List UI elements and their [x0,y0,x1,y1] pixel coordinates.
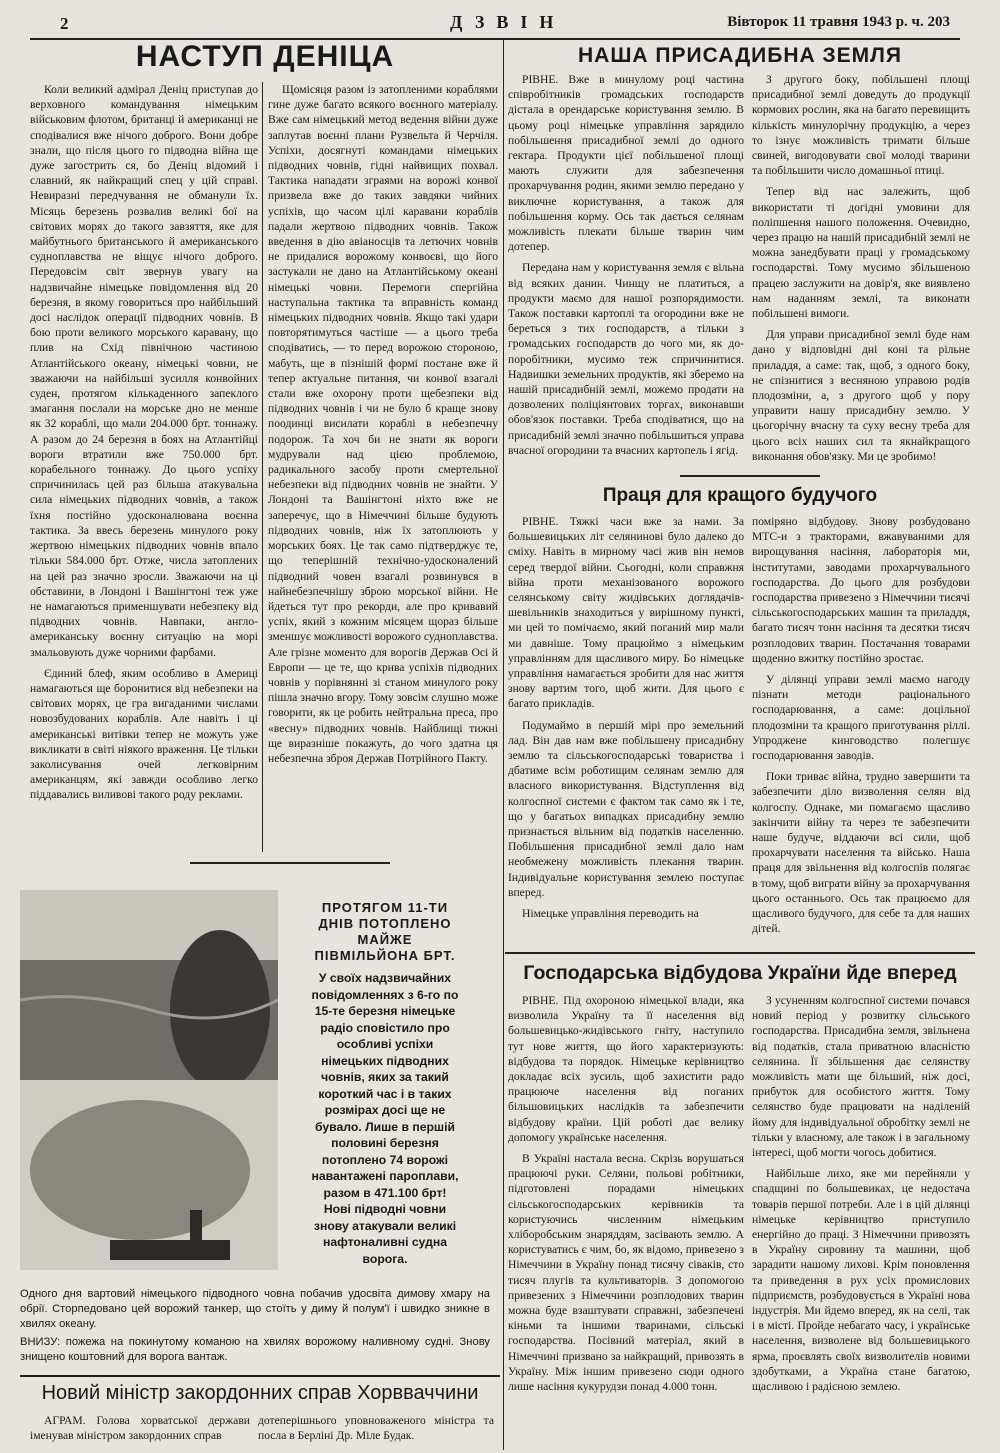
paragraph: Коли великий адмірал Деніц приступав до верховного командування німецьким військовим флотом, британці й американці не сподівалися вже нічого доброго. Вони добре знали, що після цього го підводна війна ще дуже загострить ся, бо Деніц відомий і славний, як найкращий спец у цій справі. Невиразні передчування не обманули їх. Місяць березень розвалив великі бої на світових морях до такого завзяття, яке для майбутнього британського й американського судноплавства не віщує нічого доброго. Передовсім світ звернув увагу на надзвичайне німецьке повідомлення від 20 березня, в якому говориться про найбільший досі наслідок операції підводних човнів. В бою проти великого морського каравану, що плив на Схід північною частиною Атлантійського океану, німецькі човни, не зважаючи на найбільші зусилля конвойних суден, протягом кількаденного запеклого змагання послали на морське дно не менше як 32 кораблі, що мали 204.000 брт. тоннажу. А разом до 24 березня в боях на Атлантійці вороги втратили вже 750.000 брт. корабельного тоннажу. До цього успіху спричинилась цей раз більша атакувальна сила німецьких підводних човнів, а також їхня постійно удосконалювана воєнна тактика. За ввесь березень минулого року жертвою німецьких підводних човнів впало тільки 584.000 брт. Отже, числа затоплених на цей раз значно зросли. Зважаючи на ці обставини, в Лондоні і Вашінгтоні теж уже не намагаються применшувати небезпеку від підводних човнів. Навпаки, англо-американську воєнну ситуацію на морі змальовують дуже чорними фарбами. [30,83,258,659]
reconstruction-column-2 [752,993,970,1448]
paragraph: Тепер від нас залежить, щоб використати ті догідні умовини для поліпшення нашого положення. Очевидно, через працю на нашій присадибній землі не можна занедбувати праці у громадському господарстві. Тому мусимо збільшеною працею заслужити на довір'я, яке виявлено нам наданням землі, та виконати побільшені вимоги. [752,185,970,321]
section-rule [190,862,390,864]
paragraph: Найбільше лихо, яке ми перейняли у спадщині по большевиках, це недостача товарів першої потреби. Але і в цій ділянці німецьке керівництво приступило енергійно до праці. З Німеччини привозять в Україну сировину та машини, щоб зарадити нашому лихові. Крім поновлення та приведення в рух усіх промислових підприємств, розбудовується в Україні нова індустрія. Ми йдемо вперед, як на селі, так і в місті. Пройде небагато часу, і українське населення, визволене від большевицького ярма, проєвлять своїх визволителів новими здобутками, а Україна стане багатою, щасливою і радісною землею. [752,1167,970,1394]
reconstruction-column-1 [508,993,744,1448]
paragraph: З другого боку, побільшені площі присадибної землі доведуть до продукції кормових рослин, яка на багато перевищить кількість минулорічну продукцію, а через то ізнує можливість тримати більше свиней, вигодовувати свої молоді тварини та побільшити число домашньої птиці. [752,73,970,178]
denitz-column-1 [30,82,258,862]
future-column-1 [508,514,744,944]
paragraph: Щомісяця разом із затопленими кораблями гине дуже багато всякого воєнного матеріалу. Вже сам німецький метод ведення війни дуже заплутав воєнні плани Рузвельта й Черчіля. Успіхи, досягнуті командами німецьких підводних човнів, гідні найвищих похвал. Тактика нападати зграями на ворожі конвої призвела вже до таких завдяки чийних успіхів, що часом цілі каравани кораблів падали жертвою підводних човнів. Також введення в дію авіаносців та летючих човнів не придалися ворожому конвоєві, що його застукали не дано на Атлантійському океані німецькі човни. Перемоги спергійна наступальна тактика та вправність команд німецьких підводних човнів. Якщо такі удари повторятимуться частіше — а цього треба сподіватись, — то перед ворожою стороною, мабуть, ще в пізнішій формі постане вже й тепер актуальне питання, чи конвої взагалі стали вже охорону проти щебезпеки від підводних човнів і чи не було б краще знову поодинці висилати кораблі в небезпечну подорож. Та хоч би не знати як вороги мудрували над цією проблемою, радикального засобу проти смертельної небезпеки від підводних човнів не знайти. У Лондоні та Вашінгтоні ніхто вже не заперечує, що в Німеччині більше будують підводних човнів, ніж їх затоплюють у морських боях. Це так само підтверджує те, що теперішній технічно-удосконалений підводний човен взагалі розвинувся в найнебезпечнішу зброю морської війни. Не йдеться тут про рекорди, але про кривавий успіх, який з кожним місяцем щораз більше зменшує можливості ворожого судноплавства. Але грізне моменто для ворогів Держав Осі й Европи — це те, що крива успіхів підводних човнів у порівнянні зі станом минулого року пішла значно вгору. Тому зовсім слушно може говорити, як це робить нейтральна преса, про «весну» підводних човнів. Найблищі тижні ще виразніше покажуть, до чого здатна ця небезпечна зброя Держав Потрійного Пакту. [268,83,498,765]
paragraph: РІВНЕ. Вже в минулому році частина співробітників громадських господарств дістала в орендарське користування землю. В цьому році німецьке управління зарядило побільшення присадибної землі до одного гектара. Продукти цієї побільшеної площі мають служити для забезпечення прохарчування родин, якими землю передано у виключне користування, а також для побільшення корму. Ось так дається селянам можливість плекати більше тварин чим дотепер. [508,73,744,254]
paragraph: Єдиний блеф, яким особливо в Америці намагаються ще боронитися від небезпеки на світових морях, це гра вигаданими числами новозбудованих кораблів. Але навіть і ці американські витівки тепер не можуть уже викликати в світі ніякого враження. Це тільки заколисування очей легковірним американцям, які завжди особливо легко піддавались виливові такого роду реклами. [30,666,258,802]
denitz-divider [262,82,263,852]
land-title: НАША ПРИСАДИБНА ЗЕМЛЯ [577,44,902,67]
paragraph: Німецьке управління переводить на [522,907,699,921]
submarine-photo-top [20,890,278,1080]
paragraph: РІВНЕ. Тяжкі часи вже за нами. За большевицьких літ селянинові було далеко до сміху. Навіть в мирному часі жив він немов серед твердої війни. Сьогодні, коли справжня війна проти механізованого ворожого селянському світу жидівських доглядачів-шевільників знаходиться у вирішному пункті, ми цей то помічаємо, який поганий мир мали ми давніше. Тому працюймо з німецьким управлінням для щасливого миру. Бо німецьке управління намагається зробити для нас життя знову вартим того, щоб жити. Для цього є багато прикладів. [508,515,744,711]
burning-tanker-illustration [20,1080,278,1270]
paragraph: У ділянці управи землі маємо нагоду пізнати методи раціонального господарювання, а саме: доцільної плодозміни та кращого приготування ріллі. Упроджене кинговодство полегшує господарювання заводів. [752,673,970,763]
croatia-title: Новий міністр закордонних справ Хорвваччини [41,1382,479,1404]
future-title: Праця для кращого будучого [602,485,878,506]
paragraph: В Україні настала весна. Скрізь ворушаться працюючі руки. Селяни, польові робітники, підготовлені порадами німецьких сільськогосподарських керівників та користуючись численним німецьким хліборобським знаряддям, засівають землю. А користуватись є чим, бо, як відомо, привезено з Німеччини в Україну понад тисячу сіваків, сто тисяч плугів та культиваторів. З допомогою привезених з Німеччини розплодових тварин можна буде взаштувати справжні, забезпечені кіньми та іншими тваринами, сільські господарства. Посівний матеріал, який в Німеччині призвано за найкращий, привозять в Україну. Між іншим привезено сюди одного лише насіння кукурудзи понад 4.000 тонн. [508,1152,744,1394]
land-column-1 [508,72,744,467]
tanker-photo-bottom [20,1080,278,1270]
vertical-rule [503,40,504,1450]
paragraph: дотеперішнього уповноваженого міністра та посла в Берліні Др. Міле Будак. [258,1414,494,1443]
section-rule [680,475,820,477]
reconstruction-title: Господарська відбудова України йде вперед [523,962,957,984]
paragraph: РІВНЕ. Під охороною німецької влади, яка визволила Україну та її населення від большевицько-жидівського гніту, наступило тут нове життя, що його характеризують: відбудова та порядок. Німецьке керівництво докладає всіх зусиль, щоб захистити радо працююче населення від поганих більшовицьких наслідків та забезпечити відбудову країни. Цій роботі дає велику допомогу українське населення. [508,994,744,1144]
paragraph: поміряно відбудову. Знову розбудовано МТС-и з тракторами, вжавуваними для вирощування насіння, лабораторія ми, інститутами, заводами прохарчувального господарства. До цього для розбудови господарства привезено з Німеччини тисячі сільськогосподарських машин та приладдя, багато тисяч тонн насіння та десятки тисяч розплодових тварин. Постачання товарами щоденно вжитку постійно зростає. [752,515,970,665]
denitz-title: НАСТУП ДЕНІЦА [135,40,395,73]
croatia-rule [20,1375,500,1377]
paragraph: Передана нам у користування земля є вільна від всяких данин. Чинщу не платиться, а продукти маємо для нашої розпорядимости. Також поставки картоплі та огородини вже не береться з тих господарств, а тільки з громадських господарств до чого ми, як до-поробітники, мусимо теж спричинитися. Надвишки земельних продуктів, які зберемо на нашій присадибній землі, можемо продати на дозволених поліціянтових торгах, виконавши обов'язок поставки. Треба сподіватися, що на присадибній землі значно побільшиться управа вчасної огородини та вчасних картопель і ягід. [508,261,744,457]
sea-smoke-illustration [20,890,278,1080]
paragraph: АГРАМ. Голова хорватської держави іменував міністром закордонних справ [30,1414,250,1443]
newspaper-name: ДЗВІН [450,12,566,32]
photo-headline: ПРОТЯГОМ 11-ТИ ДНІВ ПОТОПЛЕНО МАЙЖЕ ПІВМІЛЬЙОНА БРТ. [314,900,456,963]
paragraph: Подумаймо в першій мірі про земельний лад. Він дав нам вже побільшену присадибну землю та сільськогосподарські товариства і дбатиме всім роботищим селянам землю для власного використування. Відступлення від колгоспної системи є фактом так само як і те, що у багатьох випадках присадибну землю признається вільним від податків населенню. Побільшення присадибної землі дало нам необмежену можливість плекання тварин. Індивідуальне користування землею поступає вперед. [508,718,744,899]
paragraph: З усуненням колгоспної системи почався новий період у розвитку сільського господарства. Присадибна земля, звільнена від податків, стала приватною власністю селянина. Її збільшення дає селянству можливість мати ще більший, ніж досі, прибуток для особистого життя. Тому селянство буде працювати на наділеній йому для індивідуальної обробітку землі не тільки у власному, але також і в загальному інтересі, щоб могти чогось добитися. [752,994,970,1160]
paragraph: Поки триває війна, трудно завершити та забезпечити діло визволення селян від колгоспу. Однаке, ми помагаємо щасливо закінчити війну та через те забезпечити наше будуче, віддаючи всі сили, щоб прохарчувати населення та військо. Наша праця для звільнення від колгоспів полягає в тому, щоб виграти війну за прохарчування цього останнього. Ось так працюємо для щасливого будучого, для себе та для наших дітей. [752,770,970,936]
future-column-2 [752,514,970,944]
page-header [30,10,960,38]
land-column-2 [752,72,970,467]
date-line: Вівторок 11 травня 1943 р. ч. 203 [727,14,950,30]
denitz-column-2 [268,82,498,852]
paragraph: Для управи присадибної землі буде нам дано у відповідні дні коні та рільне приладдя, а саме: так, щоб, з одного боку, не спізнитися з весняною управою родів плодозміни, а, з другого щоб у пору управити нашу присадибну землю. У цьогорічну вчасну та суху весну треба для цього всіх наших сил та якнайкращого виконання обов'язку. Ми це зробимо! [752,328,970,463]
section-rule [505,952,975,954]
photo-caption-below: ВНИЗУ: пожежа на покинутому команою на хвилях ворожому наливному судні. Знову знищено коштовний для ворога вантаж. [20,1336,490,1363]
croatia-column-1 [30,1413,250,1449]
photo-text: У своїх надзвичайних повідомленнях з 6-го по 15-те березня німецьке радіо сповістило про особливі успіхи німецьких підводних човнів, яких за такий короткий час і в таких розмірах досі ще не бувало. Лише в першій половині березня потоплено 74 ворожі навантажені пароплави, разом в 471.100 брт! Нові підводні човни знову атакували великі нафтоналивні судна ворога. [311,971,459,1266]
photo-caption: Одного дня вартовий німецького підводного човна побачив удосвіта димову хмару на обрії. Сторпедовано цей ворожий танкер, що стоїть у диму й полум'ї і швидко зникне в хвилях океану. [20,1288,490,1330]
page-number: 2 [60,14,69,33]
croatia-column-2 [258,1413,494,1449]
